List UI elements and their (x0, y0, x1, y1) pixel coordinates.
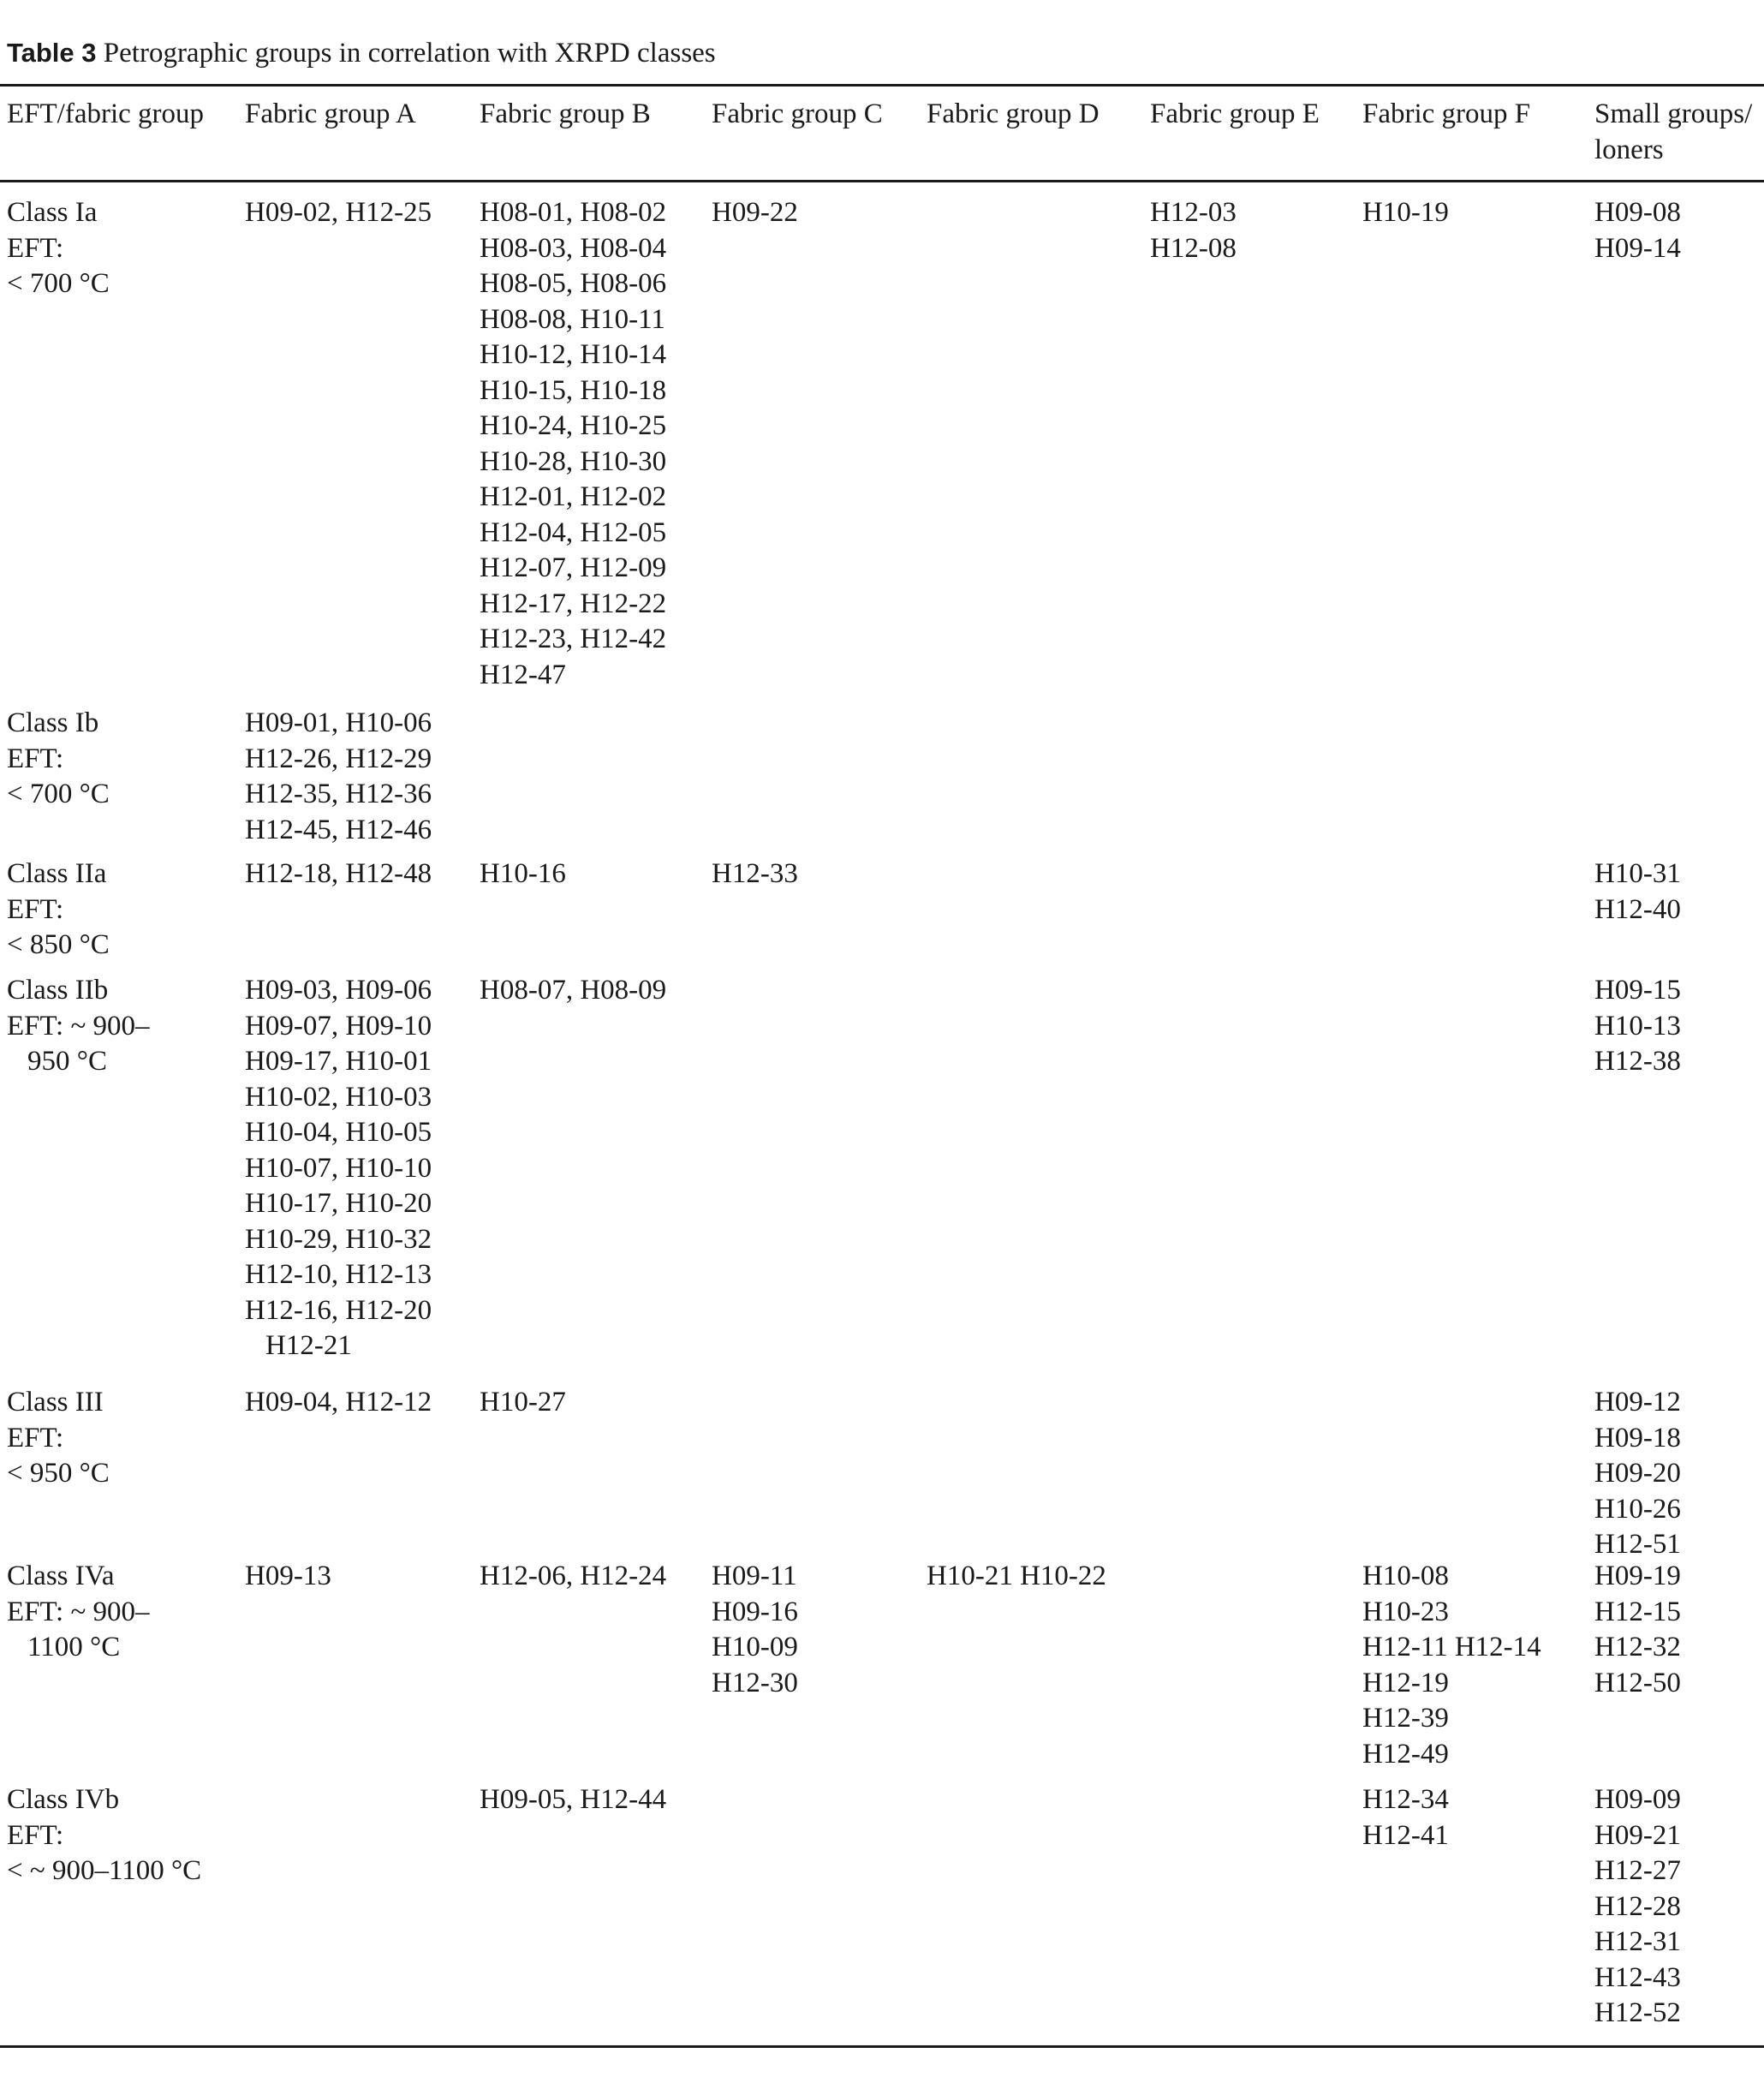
cell-line: H09-08 (1594, 197, 1681, 228)
cell-line: H10-29, H10-32 (245, 1223, 432, 1255)
cell-fabric-d (927, 1559, 1106, 1595)
cell-line: H10-23 (1362, 1596, 1449, 1627)
cell-line: H09-03, H09-06 (245, 975, 432, 1006)
cell-line: H12-50 (1594, 1667, 1681, 1698)
cell-line: H09-22 (712, 197, 798, 228)
cell-line: H08-01, H08-02 (480, 197, 667, 228)
cell-fabric-c (712, 1559, 798, 1701)
cell-line: H12-03 (1150, 197, 1237, 228)
cell-line: Class IIa (7, 858, 107, 889)
cell-line: Class IVa (7, 1561, 115, 1591)
cell-fabric-b (480, 856, 566, 892)
cell-fabric-b (480, 195, 666, 693)
cell-line: < 850 °C (7, 929, 110, 960)
cell-line: H12-33 (712, 858, 798, 889)
cell-line: H12-10, H12-13 (245, 1259, 432, 1290)
header-fabric-group-d: Fabric group D (927, 98, 1100, 129)
cell-line: Class Ia (7, 197, 98, 228)
cell-small-groups (1594, 856, 1681, 928)
cell-fabric-e (1150, 195, 1237, 266)
cell-line: H08-03, H08-04 (480, 232, 667, 264)
cell-line: H08-05, H08-06 (480, 268, 667, 299)
cell-small-groups (1594, 1559, 1681, 1701)
cell-line: H09-01, H10-06 (245, 707, 432, 738)
cell-line: H09-15 (1594, 975, 1681, 1006)
cell-line: H10-31 (1594, 858, 1681, 889)
cell-line: H10-21 H10-22 (927, 1561, 1106, 1591)
cell-line: H12-16, H12-20 (245, 1294, 432, 1326)
cell-line: H10-28, H10-30 (480, 445, 667, 477)
cell-line: H10-16 (480, 858, 566, 889)
header-fabric-group-e: Fabric group E (1150, 98, 1320, 129)
cell-small-groups (1594, 1782, 1681, 2032)
cell-line: H10-24, H10-25 (480, 410, 667, 441)
cell-line: H09-05, H12-44 (480, 1784, 667, 1815)
header-loners-line: loners (1594, 134, 1664, 165)
cell-class (7, 1559, 150, 1666)
cell-line: < ~ 900–1100 °C (7, 1855, 202, 1886)
cell-line: H12-52 (1594, 1997, 1681, 2028)
cell-line: H12-07, H12-09 (480, 552, 667, 583)
header-eft-fabric-group: EFT/fabric group (7, 98, 205, 129)
cell-line: H12-06, H12-24 (480, 1561, 667, 1591)
cell-line: EFT: (7, 893, 64, 925)
cell-line: H10-17, H10-20 (245, 1188, 432, 1219)
cell-line: H09-17, H10-01 (245, 1046, 432, 1077)
top-rule (0, 84, 1764, 87)
cell-fabric-f (1362, 195, 1449, 231)
cell-fabric-b (480, 973, 666, 1009)
cell-line: EFT: ~ 900– (7, 1596, 150, 1627)
bottom-rule (0, 2045, 1764, 2048)
cell-line: H12-31 (1594, 1926, 1681, 1957)
cell-line: H12-17, H12-22 (480, 588, 667, 619)
cell-class (7, 856, 110, 964)
cell-line: EFT: (7, 1422, 64, 1453)
cell-small-groups (1594, 195, 1681, 266)
cell-line: Class III (7, 1387, 104, 1417)
cell-fabric-a (245, 195, 432, 231)
cell-line: H12-08 (1150, 232, 1237, 264)
cell-line: H10-12, H10-14 (480, 339, 667, 370)
cell-line: H09-07, H09-10 (245, 1010, 432, 1041)
cell-line: H10-07, H10-10 (245, 1152, 432, 1184)
cell-fabric-c (712, 856, 798, 892)
cell-fabric-a (245, 706, 432, 848)
cell-class (7, 973, 150, 1080)
cell-line: H12-19 (1362, 1667, 1449, 1698)
cell-line: H12-30 (712, 1667, 798, 1698)
cell-line: < 700 °C (7, 779, 110, 809)
cell-line: H09-12 (1594, 1387, 1681, 1417)
cell-line: 950 °C (27, 1046, 107, 1077)
cell-line: H09-14 (1594, 232, 1681, 264)
cell-line: H12-40 (1594, 893, 1681, 925)
cell-line: H09-18 (1594, 1422, 1681, 1453)
cell-line: EFT: ~ 900– (7, 1010, 150, 1041)
cell-line: Class IIb (7, 975, 109, 1006)
cell-line: EFT: (7, 232, 64, 264)
cell-line: H10-09 (712, 1632, 798, 1662)
cell-line: H09-04, H12-12 (245, 1387, 432, 1417)
cell-line: H12-01, H12-02 (480, 481, 667, 512)
cell-line: H12-49 (1362, 1738, 1449, 1770)
cell-line: H08-08, H10-11 (480, 303, 665, 335)
header-fabric-group-c: Fabric group C (712, 98, 883, 129)
header-fabric-group-a: Fabric group A (245, 98, 416, 129)
cell-class (7, 1385, 110, 1492)
cell-line: H10-15, H10-18 (480, 374, 667, 406)
cell-line: < 700 °C (7, 268, 110, 299)
cell-line: H12-34 (1362, 1784, 1449, 1815)
cell-line: H10-19 (1362, 197, 1449, 228)
header-fabric-group-b: Fabric group B (480, 98, 651, 129)
cell-line: H12-11 H12-14 (1362, 1632, 1541, 1662)
cell-line: H12-47 (480, 659, 566, 690)
cell-line: Class IVb (7, 1784, 120, 1815)
cell-line: H12-26, H12-29 (245, 743, 432, 774)
header-rule (0, 180, 1764, 182)
cell-small-groups (1594, 973, 1681, 1080)
cell-line: H09-16 (712, 1596, 798, 1627)
cell-line: H12-51 (1594, 1529, 1681, 1560)
cell-line: H12-18, H12-48 (245, 858, 432, 889)
cell-fabric-a (245, 1385, 432, 1421)
cell-line: H10-13 (1594, 1010, 1681, 1041)
cell-fabric-a (245, 973, 432, 1364)
cell-fabric-b (480, 1782, 666, 1818)
cell-fabric-a (245, 856, 432, 892)
cell-small-groups (1594, 1385, 1681, 1563)
cell-line: EFT: (7, 1819, 64, 1851)
table-title: Petrographic groups in correlation with XRPD classes (103, 38, 716, 69)
cell-line: H12-27 (1594, 1855, 1681, 1886)
cell-line: H12-04, H12-05 (480, 516, 667, 548)
cell-line: H12-39 (1362, 1703, 1449, 1734)
cell-fabric-b (480, 1559, 666, 1595)
header-small-groups-loners (1594, 97, 1752, 168)
cell-line: H12-28 (1594, 1890, 1681, 1922)
cell-line: 1100 °C (27, 1632, 121, 1662)
cell-line: H12-21 (265, 1330, 352, 1361)
cell-line: H12-23, H12-42 (480, 624, 667, 654)
cell-line: H12-43 (1594, 1961, 1681, 1993)
cell-class (7, 195, 110, 302)
cell-fabric-a (245, 1559, 331, 1595)
cell-class (7, 706, 110, 813)
header-fabric-group-f: Fabric group F (1362, 98, 1531, 129)
cell-line: H10-02, H10-03 (245, 1081, 432, 1113)
table-number: Table 3 (7, 38, 97, 68)
cell-line: H12-41 (1362, 1819, 1449, 1851)
cell-class (7, 1782, 201, 1889)
cell-line: H09-09 (1594, 1784, 1681, 1815)
cell-line: H12-32 (1594, 1632, 1681, 1662)
cell-line: H10-27 (480, 1387, 566, 1417)
cell-line: H10-08 (1362, 1561, 1449, 1591)
cell-fabric-f (1362, 1782, 1449, 1853)
cell-line: H12-15 (1594, 1596, 1681, 1627)
cell-line: H09-02, H12-25 (245, 197, 432, 228)
cell-line: H12-35, H12-36 (245, 779, 432, 809)
cell-fabric-f (1362, 1559, 1541, 1772)
cell-line: H09-20 (1594, 1458, 1681, 1489)
cell-line: H09-21 (1594, 1819, 1681, 1851)
header-small-groups-line: Small groups/ (1594, 98, 1753, 129)
cell-line: H10-26 (1594, 1493, 1681, 1525)
cell-line: H08-07, H08-09 (480, 975, 667, 1006)
cell-line: EFT: (7, 743, 64, 774)
cell-line: H09-13 (245, 1561, 331, 1591)
cell-line: Class Ib (7, 707, 99, 738)
cell-fabric-b (480, 1385, 566, 1421)
cell-line: H09-11 (712, 1561, 797, 1591)
cell-line: H09-19 (1594, 1561, 1681, 1591)
cell-line: H12-38 (1594, 1046, 1681, 1077)
cell-fabric-c (712, 195, 798, 231)
cell-line: < 950 °C (7, 1458, 110, 1489)
cell-line: H10-04, H10-05 (245, 1117, 432, 1148)
table-caption (7, 34, 716, 72)
cell-line: H12-45, H12-46 (245, 814, 432, 845)
